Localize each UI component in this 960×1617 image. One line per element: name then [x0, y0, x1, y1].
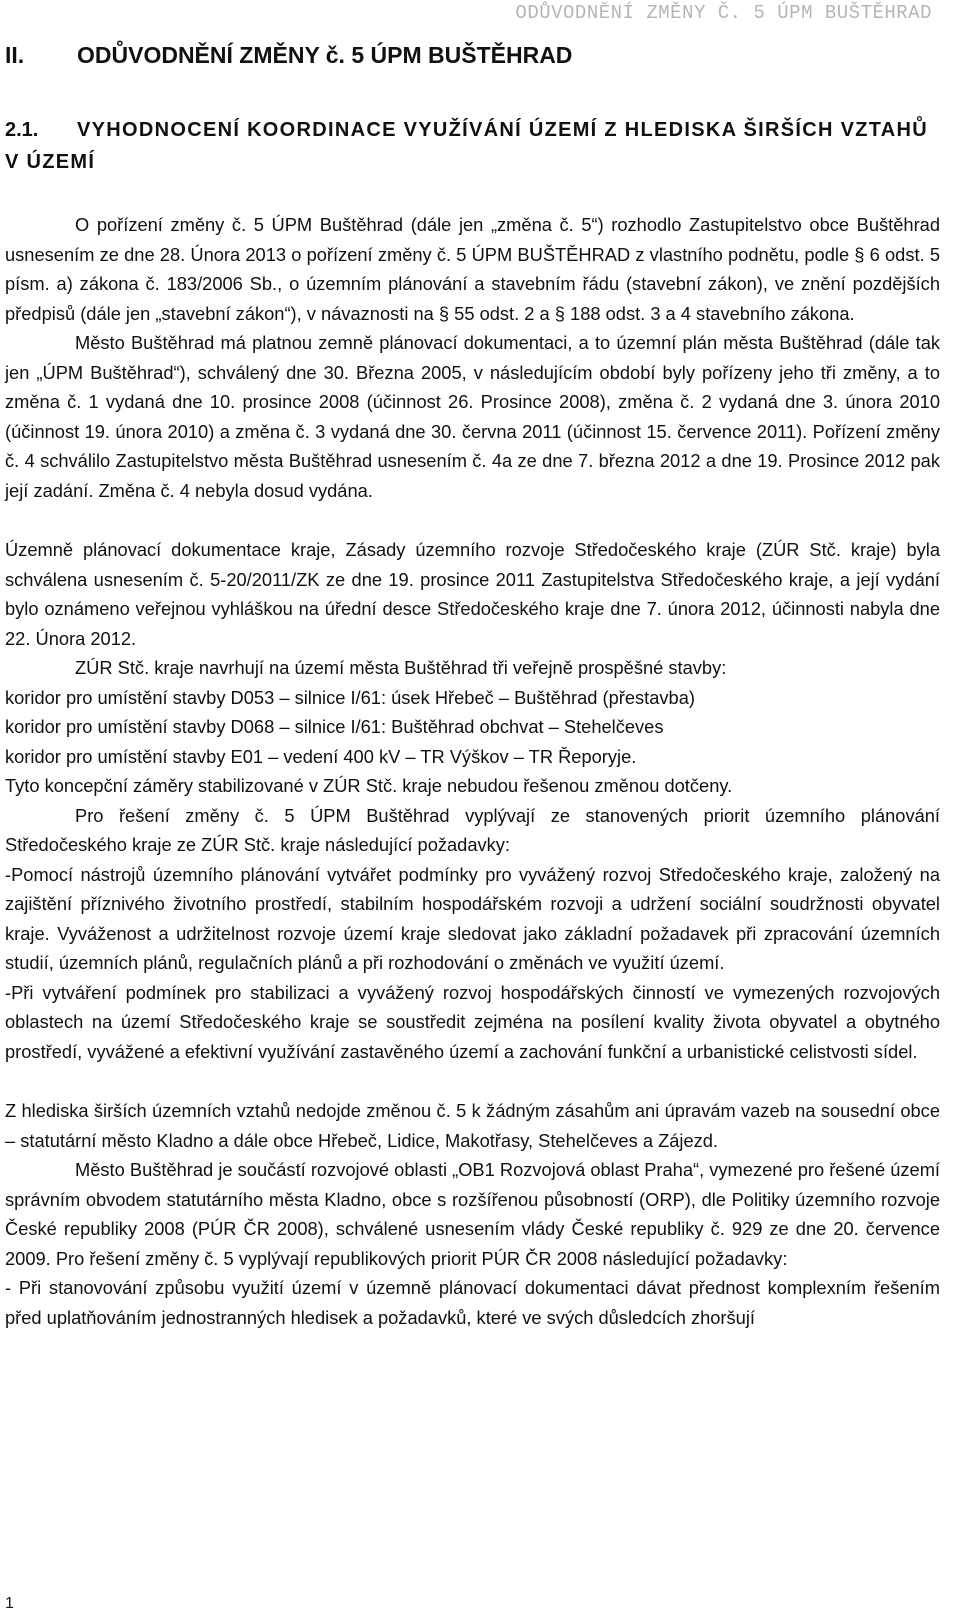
list-item: koridor pro umístění stavby E01 – vedení 400 kV – TR Výškov – TR Řeporyje. [5, 745, 637, 767]
paragraph-gap [5, 1066, 940, 1096]
paragraph: O pořízení změny č. 5 ÚPM Buštěhrad (dále jen „změna č. 5“) rozhodlo Zastupitelstvo obce Buštěhrad usnesením ze dne 28. Února 2013 o pořízení změny č. 5 ÚPM BUŠTĚHRAD z vlastního podnětu, podle § 6 odst. 5 písm. a) zákona č. 183/2006 Sb., o územním plánování a stavebním řádu (stavební zákon), ve znění pozdějších předpisů (dále jen „stavební zákon“), v návaznosti na § 55 odst. 2 a § 188 odst. 3 a 4 stavebního zákona. [5, 214, 940, 324]
chapter-title: ODŮVODNĚNÍ ZMĚNY č. 5 ÚPM BUŠTĚHRAD [77, 42, 573, 68]
list-item: koridor pro umístění stavby D053 – silnice I/61: úsek Hřebeč – Buštěhrad (přestavba) [5, 686, 695, 708]
chapter-heading [5, 42, 572, 69]
paragraph: ZÚR Stč. kraje navrhují na území města Buštěhrad tři veřejně prospěšné stavby: [75, 657, 727, 678]
list-item: - Při stanovování způsobu využití území v územně plánovací dokumentaci dávat přednost komplexním řešením před uplatňováním jednostranných hledisek a požadavků, které ve svých důsledcích zhoršují [5, 1277, 940, 1328]
page-number: 1 [5, 1595, 14, 1612]
list-item: -Při vytváření podmínek pro stabilizaci a vyvážený rozvoj hospodářských činností ve vymezených rozvojových oblastech na území Středočeského kraje se soustředit zejména na posílení kvality života obyvatel a obytného prostředí, vyvážené a efektivní využívání zastavěného území a zachování funkční a urbanistické celistvosti sídel. [5, 981, 940, 1062]
list-item: -Pomocí nástrojů územního plánování vytvářet podmínky pro vyvážený rozvoj Středočeského kraje, založený na zajištění příznivého životního prostředí, stabilním hospodářském rozvoji a udržení sociální soudržnosti obyvatel kraje. Vyváženost a udržitelnost rozvoje území kraje sledovat jako základní požadavek při zpracování územních studií, územních plánů, regulačních plánů a při rozhodování o změnách ve využití území. [5, 863, 940, 973]
paragraph: Pro řešení změny č. 5 ÚPM Buštěhrad vyplývají ze stanovených priorit územního plánování Středočeského kraje ze ZÚR Stč. kraje následující požadavky: [5, 804, 940, 855]
section-number: 2.1. [5, 119, 39, 141]
document-body [5, 210, 940, 1332]
chapter-number: II. [5, 42, 25, 68]
paragraph: Tyto koncepční záměry stabilizované v ZÚR Stč. kraje nebudou řešenou změnou dotčeny. [5, 775, 733, 796]
paragraph: Město Buštěhrad je součástí rozvojové oblasti „OB1 Rozvojová oblast Praha“, vymezené pro řešené území správním obvodem statutárního města Kladno, obce s rozšířenou působností (ORP), dle Politiky územního rozvoje České republiky 2008 (PÚR ČR 2008), schválené usnesením vlády České republiky č. 929 ze dne 20. července 2009. Pro řešení změny č. 5 vyplývají republikových priorit PÚR ČR 2008 následující požadavky: [5, 1159, 940, 1269]
running-header: ODŮVODNĚNÍ ZMĚNY Č. 5 ÚPM BUŠTĚHRAD [515, 2, 932, 24]
list-item: koridor pro umístění stavby D068 – silnice I/61: Buštěhrad obchvat – Stehelčeves [5, 716, 664, 737]
paragraph: Územně plánovací dokumentace kraje, Zásady územního rozvoje Středočeského kraje (ZÚR Stč. kraje) byla schválena usnesením č. 5-20/2011/ZK ze dne 19. prosince 2011 Zastupitelstva Středočeského kraje, a její vydání bylo oznámeno veřejnou vyhláškou na úřední desce Středočeského kraje dne 7. února 2012, účinnosti nabyla dne 22. Února 2012. [5, 539, 940, 649]
paragraph: Město Buštěhrad má platnou zemně plánovací dokumentaci, a to územní plán města Buštěhrad (dále tak jen „ÚPM Buštěhrad“), schválený dne 30. Března 2005, v následujícím období byly pořízeny jeho tři změny, a to změna č. 1 vydaná dne 10. prosince 2008 (účinnost 26. Prosince 2008), změna č. 2 vydaná dne 3. února 2010 (účinnost 19. února 2010) a změna č. 3 vydaná dne 30. června 2011 (účinnost 15. července 2011). Pořízení změny č. 4 schválilo Zastupitelstvo města Buštěhrad usnesením č. 4a ze dne 7. března 2012 a dne 19. Prosince 2012 pak její zadání. Změna č. 4 nebyla dosud vydána. [5, 332, 940, 501]
paragraph: Z hlediska širších územních vztahů nedojde změnou č. 5 k žádným zásahům ani úpravám vazeb na sousední obce – statutární město Kladno a dále obce Hřebeč, Lidice, Makotřasy, Stehelčeves a Zájezd. [5, 1100, 940, 1151]
paragraph-gap [5, 505, 940, 535]
section-title: VYHODNOCENÍ KOORDINACE VYUŽÍVÁNÍ ÚZEMÍ Z HLEDISKA ŠIRŠÍCH VZTAHŮ V ÚZEMÍ [5, 119, 929, 173]
section-heading [5, 114, 940, 178]
